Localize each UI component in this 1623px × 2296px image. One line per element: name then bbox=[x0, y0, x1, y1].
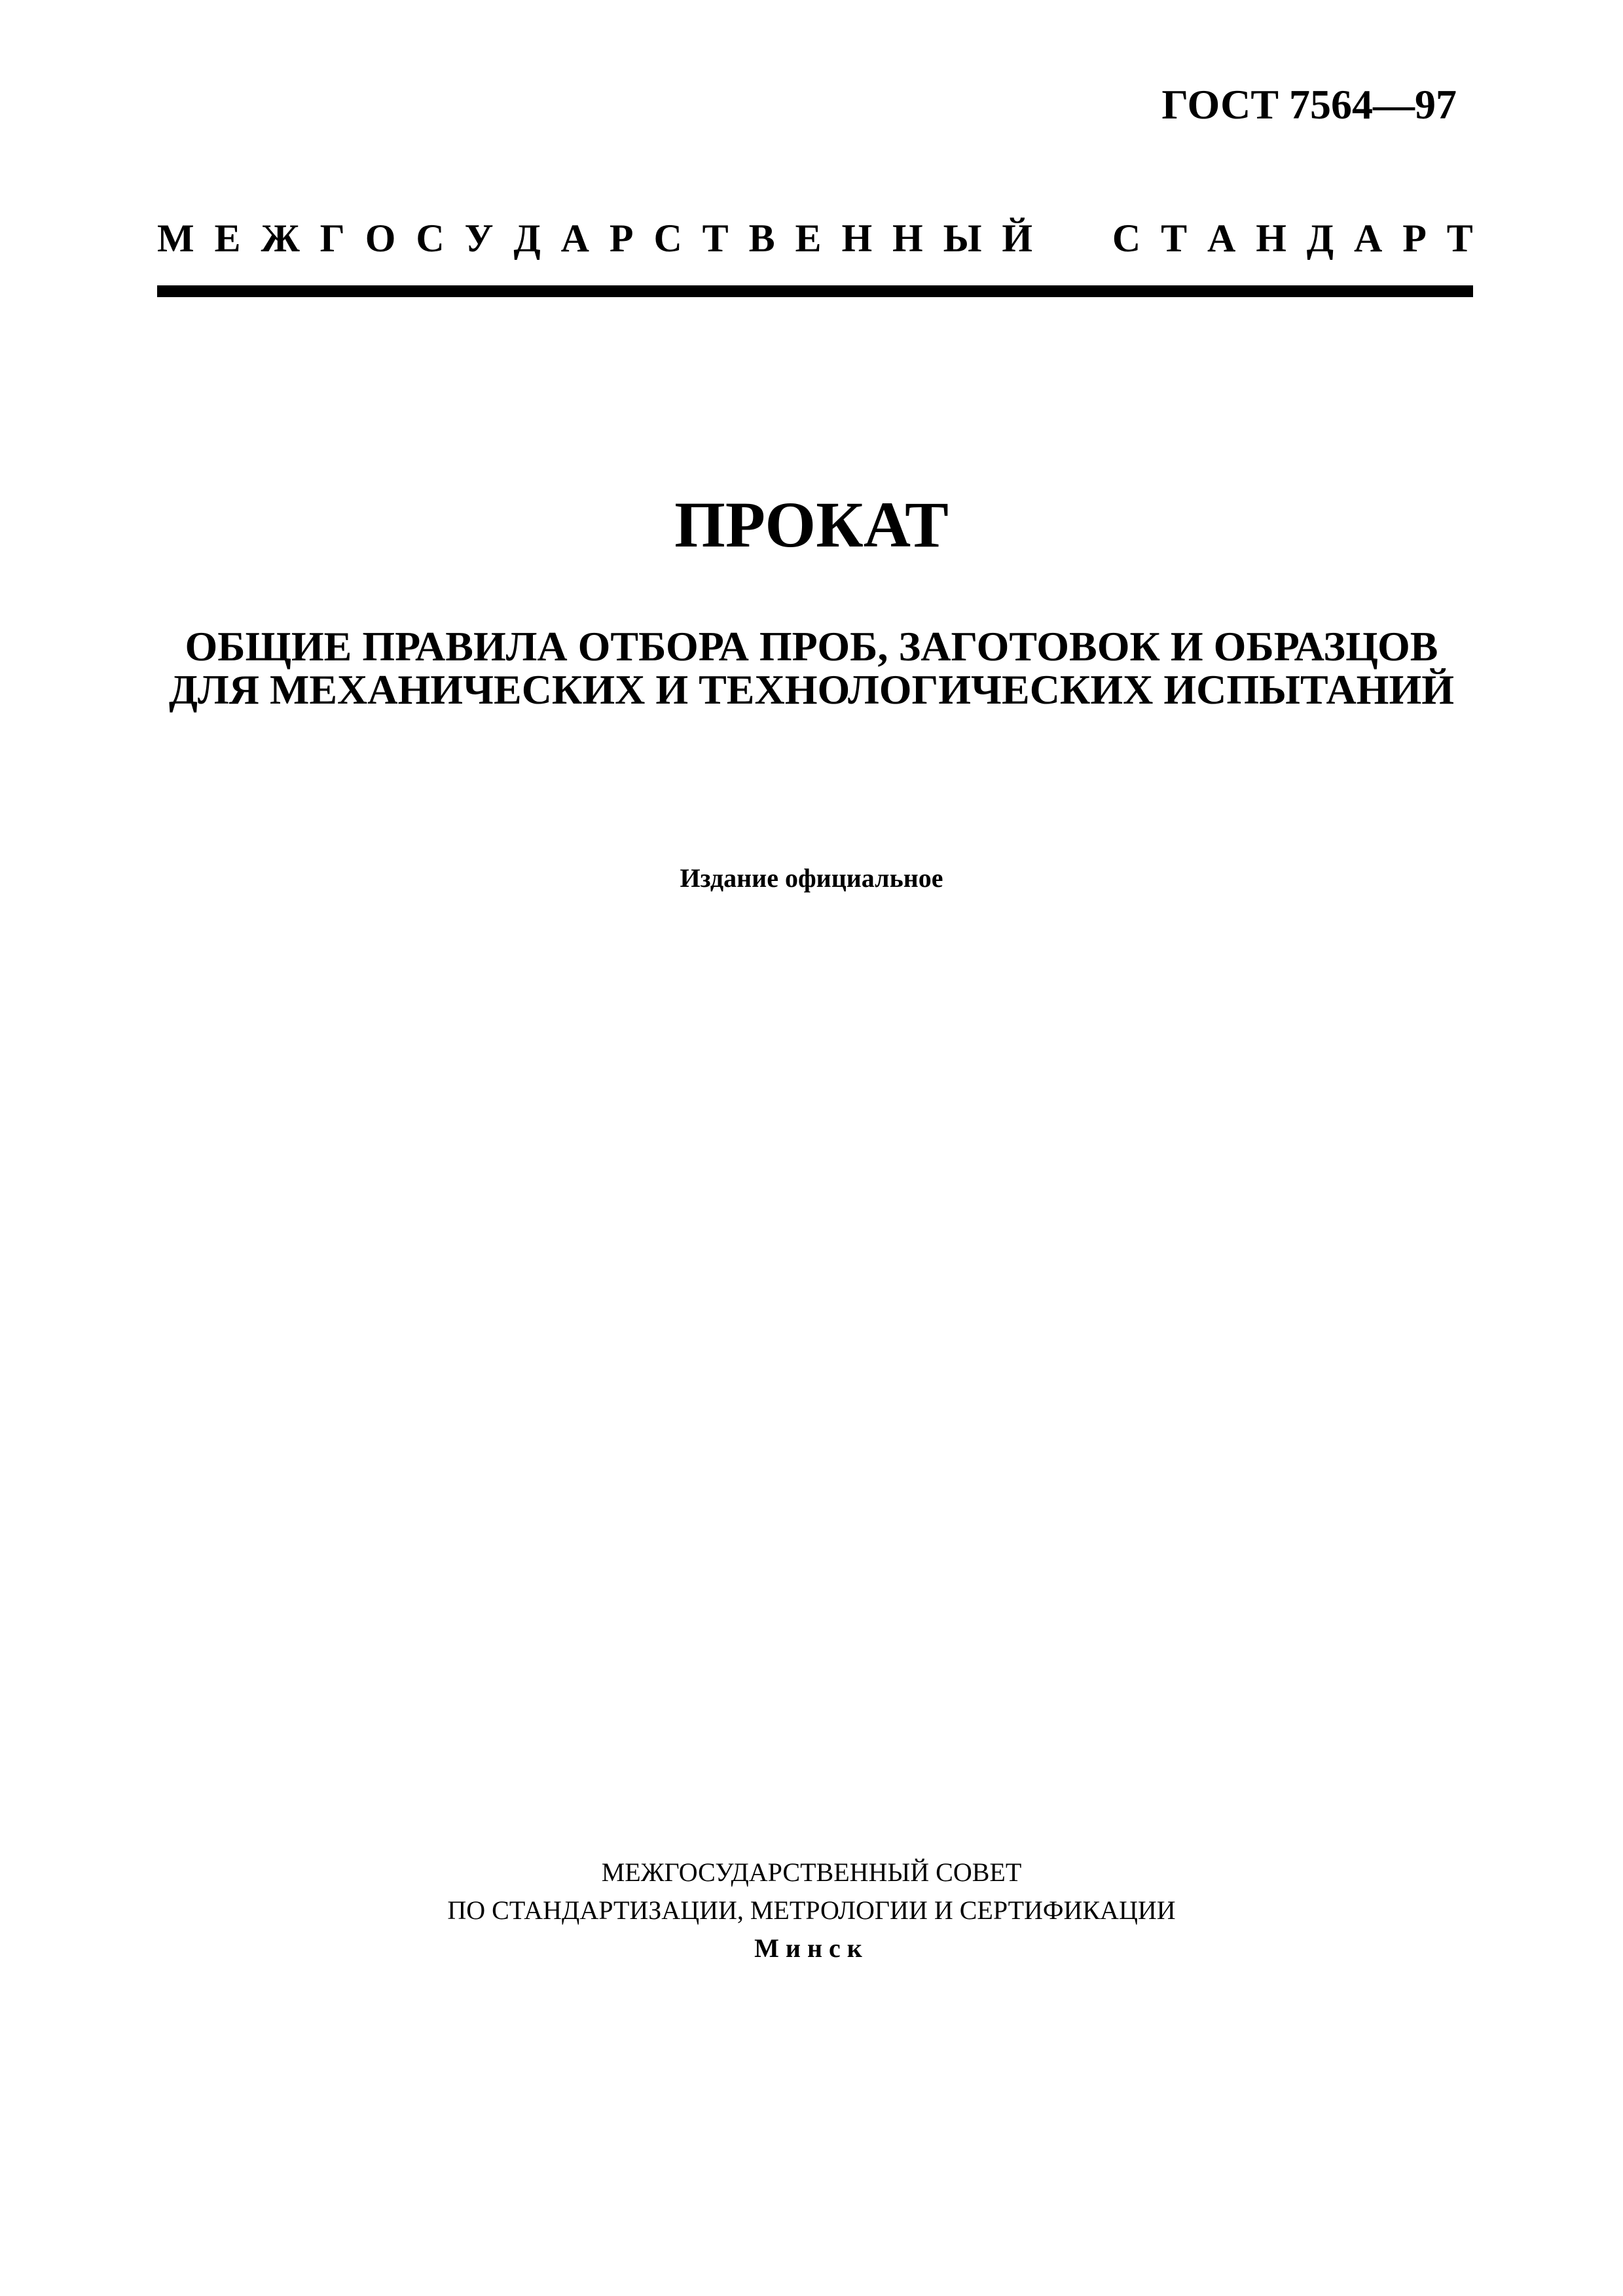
heading-letter: Н bbox=[841, 217, 873, 260]
heading-letter: У bbox=[464, 217, 494, 260]
heading-letter: Н bbox=[892, 217, 923, 260]
document-subtitle bbox=[0, 625, 1623, 711]
heading-letter: Т bbox=[702, 217, 729, 260]
heading-letter: С bbox=[653, 217, 682, 260]
heading-letter: Е bbox=[214, 217, 241, 260]
header-divider bbox=[157, 285, 1473, 297]
heading-letter: Н bbox=[1256, 217, 1286, 260]
heading-letter: С bbox=[416, 217, 445, 260]
document-title: ПРОКАТ bbox=[674, 488, 949, 561]
heading-letter: Р bbox=[1402, 217, 1427, 260]
heading-letter: Е bbox=[795, 217, 822, 260]
heading-letter: Г bbox=[319, 217, 345, 260]
heading-letter: А bbox=[1353, 217, 1383, 260]
heading-letter: О bbox=[365, 217, 396, 260]
publisher-city: Минск bbox=[754, 1933, 869, 1963]
heading-letter: В bbox=[748, 217, 775, 260]
publisher-line-1: МЕЖГОСУДАРСТВЕННЫЙ СОВЕТ bbox=[601, 1857, 1022, 1887]
heading-letter: Д bbox=[1306, 217, 1334, 260]
heading-letter: М bbox=[157, 217, 194, 260]
heading-letter: А bbox=[1207, 217, 1236, 260]
heading-letter: Ж bbox=[261, 217, 300, 260]
heading-letter: Т bbox=[1161, 217, 1188, 260]
subtitle-line-1: ОБЩИЕ ПРАВИЛА ОТБОРА ПРОБ, ЗАГОТОВОК И ОБРАЗЦОВ bbox=[185, 623, 1438, 670]
word-gap bbox=[1053, 219, 1092, 258]
heading-letter: А bbox=[560, 217, 589, 260]
heading-letter: Д bbox=[513, 217, 541, 260]
heading-letter: Р bbox=[609, 217, 634, 260]
heading-letter: Т bbox=[1446, 217, 1473, 260]
publisher-block bbox=[0, 1854, 1623, 1967]
publisher-line-2: ПО СТАНДАРТИЗАЦИИ, МЕТРОЛОГИИ И СЕРТИФИКАЦИИ bbox=[447, 1895, 1176, 1925]
standard-type-heading bbox=[157, 219, 1473, 258]
heading-letter: Ы bbox=[943, 217, 982, 260]
document-number: ГОСТ 7564—97 bbox=[1161, 81, 1457, 128]
heading-letter: С bbox=[1112, 217, 1141, 260]
edition-note: Издание официальное bbox=[680, 863, 943, 893]
heading-letter: Й bbox=[1002, 217, 1033, 260]
subtitle-line-2: ДЛЯ МЕХАНИЧЕСКИХ И ТЕХНОЛОГИЧЕСКИХ ИСПЫТАНИЙ bbox=[169, 666, 1454, 713]
